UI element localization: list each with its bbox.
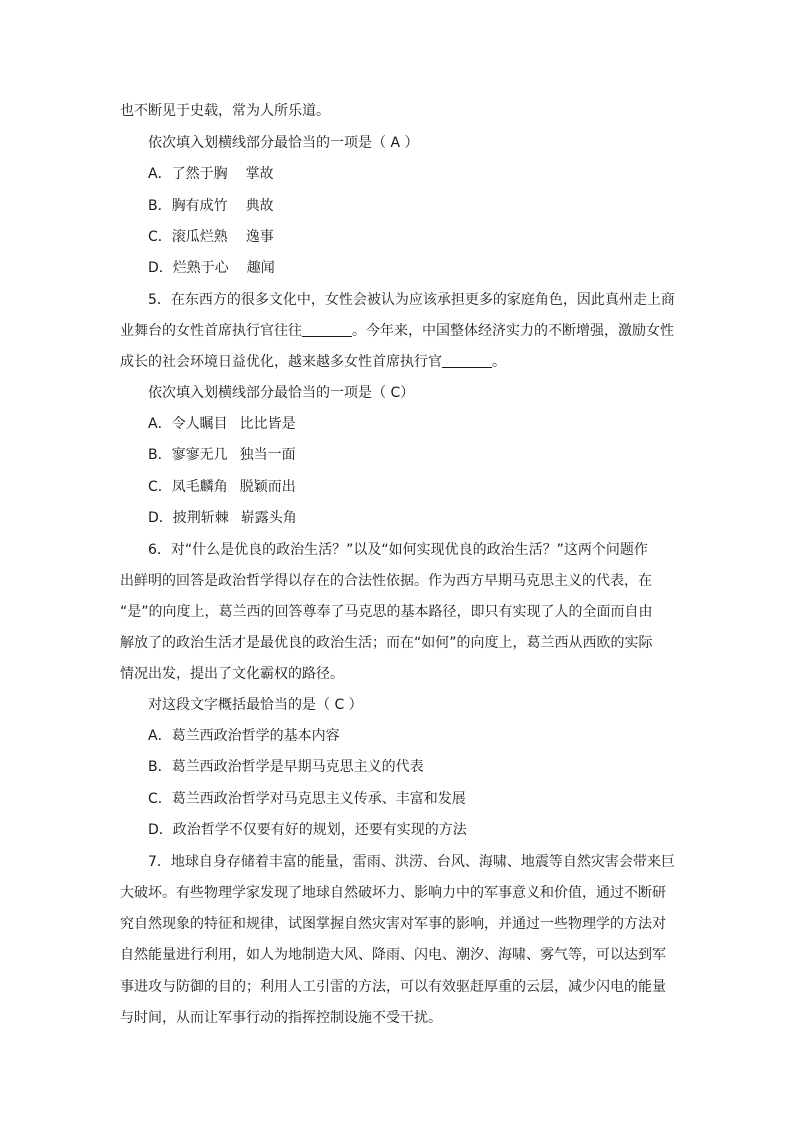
option-b	[148, 445, 296, 465]
option-word-2: 崭露头角	[240, 510, 297, 526]
question-5-line-1: 5．在东西方的很多文化中，女性会被认为应该承担更多的家庭角色，因此真州走上商	[148, 292, 675, 308]
option-d	[148, 508, 297, 528]
option-word-1: D．披荆斩棘	[148, 510, 229, 526]
question-6-line-1: 6．对“什么是优良的政治生活？”以及“如何实现优良的政治生活？”这两个问题作	[148, 542, 648, 558]
option-word-1: A．了然于胸	[148, 166, 228, 182]
option-c	[148, 227, 274, 247]
option-b	[148, 196, 274, 216]
option-word-1: A．令人瞩目	[148, 416, 228, 432]
option-word-1: B．寥寥无几	[148, 447, 228, 463]
option-d: D．政治哲学不仅要有好的规划，还要有实现的方法	[148, 822, 467, 838]
option-a: A．葛兰西政治哲学的基本内容	[148, 728, 340, 744]
option-c	[148, 477, 296, 497]
question-6-line-2: 出鲜明的回答是政治哲学得以存在的合法性依据。作为西方早期马克思主义的代表，在	[120, 573, 652, 589]
question-6-line-5: 情况出发，提出了文化霸权的路径。	[120, 666, 344, 682]
option-word-1: D．烂熟于心	[148, 260, 229, 276]
option-word-2: 掌故	[245, 166, 274, 182]
question-7-line-3: 究自然现象的特征和规律，试图掌握自然灾害对军事的影响，并通过一些物理学的方法对	[120, 916, 666, 932]
option-word-2: 独当一面	[239, 447, 296, 463]
question-6-line-3: “是”的向度上，葛兰西的回答尊奉了马克思的基本路径，即只有实现了人的全面而自由	[120, 604, 653, 620]
question-5-line-3	[120, 352, 506, 372]
text-span: 。	[492, 354, 506, 370]
option-b: B．葛兰西政治哲学是早期马克思主义的代表	[148, 759, 424, 775]
question-prompt: 依次填入划横线部分最恰当的一项是（ C）	[148, 385, 415, 401]
question-7-line-4: 自然能量进行利用，如人为地制造大风、降雨、闪电、潮汐、海啸、雾气等，可以达到军	[120, 947, 666, 963]
question-7-line-2: 大破坏。有些物理学家发现了地球自然破坏力、影响力中的军事意义和价值，通过不断研	[120, 885, 666, 901]
question-7-line-1: 7．地球自身存储着丰富的能量，雷雨、洪涝、台风、海啸、地震等自然灾害会带来巨	[148, 854, 675, 870]
option-a	[148, 164, 274, 184]
fill-blank	[302, 322, 352, 337]
text-span: 成长的社会环境日益优化，越来越多女性首席执行官	[120, 354, 442, 370]
text-span: 业舞台的女性首席执行官往往	[120, 323, 302, 339]
option-word-1: C．凤毛麟角	[148, 479, 228, 495]
question-prompt: 对这段文字概括最恰当的是（ C ）	[148, 697, 363, 713]
question-7-line-6: 与时间，从而让军事行动的指挥控制设施不受干扰。	[120, 1010, 442, 1026]
question-prompt: 依次填入划横线部分最恰当的一项是（ A ）	[148, 135, 419, 151]
option-c: C．葛兰西政治哲学对马克思主义传承、丰富和发展	[148, 791, 466, 807]
text-span: 。今年来，中国整体经济实力的不断增强，激励女性	[352, 323, 674, 339]
option-word-2: 比比皆是	[239, 416, 296, 432]
question-6-line-4: 解放了的政治生活才是最优良的政治生活；而在“如何”的向度上，葛兰西从西欧的实际	[120, 635, 653, 651]
option-word-2: 逸事	[245, 229, 274, 245]
option-a	[148, 414, 296, 434]
option-word-2: 典故	[245, 198, 274, 214]
option-word-2: 趣闻	[246, 260, 275, 276]
option-word-1: C．滚瓜烂熟	[148, 229, 228, 245]
question-5-line-2	[120, 321, 674, 341]
question-7-line-5: 事进攻与防御的目的；利用人工引雷的方法，可以有效驱赶厚重的云层，减少闪电的能量	[120, 979, 666, 995]
fill-blank	[442, 353, 492, 368]
option-word-2: 脱颖而出	[239, 479, 296, 495]
text-line: 也不断见于史载，常为人所乐道。	[120, 103, 330, 119]
option-d	[148, 258, 275, 278]
option-word-1: B．胸有成竹	[148, 198, 228, 214]
